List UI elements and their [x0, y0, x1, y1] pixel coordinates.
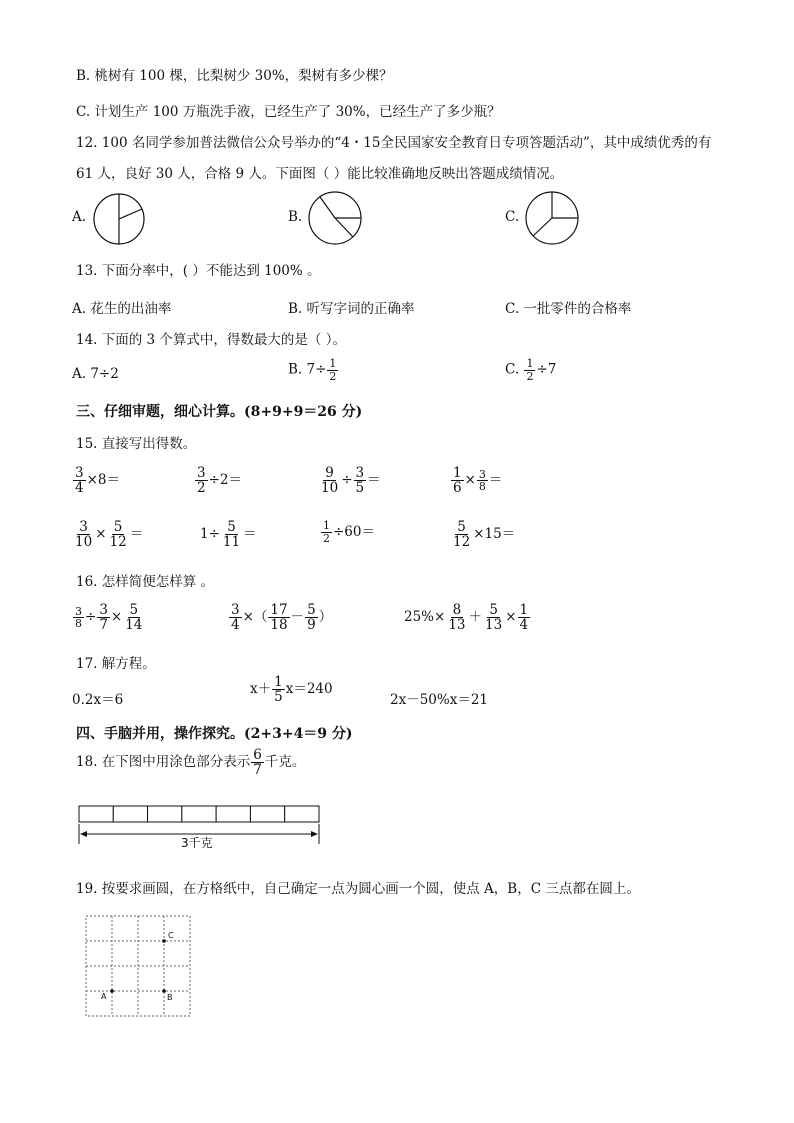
bar-segment [182, 806, 216, 822]
bar-segment [216, 806, 250, 822]
q18-bar-label: 3千克 [181, 836, 213, 850]
q13-option-c: C. 一批零件的合格率 [505, 301, 632, 317]
q15-expr-5: $\frac{3}{10}$ × $\frac{5}{12}$ ＝ [75, 519, 144, 551]
q18-stem: 18. 在下图中用涂色部分表示 $\frac{6}{7}$ 千克。 [76, 747, 306, 779]
q15-expr-3: $\frac{9}{10}$ ÷ $\frac{3}{5}$ ＝ [321, 465, 381, 497]
q14-option-b: B. 7÷ $\frac{1}{2}$ [288, 357, 337, 383]
q13-stem: 13. 下面分率中，( ）不能达到 100% 。 [76, 263, 321, 279]
section-4-heading: 四、手脑并用，操作探究。(2+3+4＝9 分) [76, 726, 353, 742]
q17-equation-2: x＋ $\frac{1}{5}$ x＝240 [250, 674, 333, 706]
point-c-label: C [168, 931, 174, 940]
q14-stem: 14. 下面的 3 个算式中，得数最大的是（ ）。 [76, 332, 346, 348]
q11-option-b: B. 桃树有 100 棵，比梨树少 30%，梨树有多少棵？ [76, 68, 393, 84]
q11-option-c: C. 计划生产 100 万瓶洗手液，已经生产了 30%，已经生产了多少瓶？ [76, 104, 501, 120]
point-b-label: B [167, 993, 173, 1002]
q16-expr-1: $\frac{3}{8}$ ÷ $\frac{3}{7}$ × $\frac{5}{14}$ [75, 602, 143, 634]
q16-expr-2: $\frac{3}{4}$ ×（ $\frac{17}{18}$ － $\frac{5}{9}$ ） [231, 602, 333, 634]
q17-equation-1: 0.2x＝6 [72, 692, 124, 708]
q15-expr-2: $\frac{3}{2}$ ÷2＝ [197, 465, 242, 497]
q15-expr-1: $\frac{3}{4}$ ×8＝ [75, 465, 120, 497]
section-3-heading: 三、仔细审题，细心计算。(8+9+9＝26 分) [76, 404, 363, 420]
pie-chart-c [524, 190, 580, 246]
point-a [110, 989, 114, 993]
q14-option-c: C. $\frac{1}{2}$ ÷7 [505, 357, 557, 383]
q18-bar-segments [79, 806, 319, 822]
q12-option-c-label: C. [505, 209, 520, 225]
point-c [162, 939, 166, 943]
q13-option-b: B. 听写字词的正确率 [288, 301, 415, 317]
bar-segment [79, 806, 113, 822]
q12-option-b-label: B. [288, 209, 303, 225]
q19-stem: 19. 按要求画圆，在方格纸中，自己确定一点为圆心画一个圆，使点 A，B，C 三点都在圆上。 [76, 881, 640, 897]
q15-expr-8: $\frac{5}{12}$ ×15＝ [453, 519, 516, 551]
q12-stem-line1: 12. 100 名同学参加普法微信公众号举办的“4・15全民国家安全教育日专项答题活动”，其中成绩优秀的有 [76, 135, 712, 151]
bar-segment [250, 806, 284, 822]
q15-expr-4: $\frac{1}{6}$ × $\frac{3}{8}$ ＝ [453, 465, 503, 497]
bar-segment [285, 806, 319, 822]
q17-stem: 17. 解方程。 [76, 656, 156, 672]
q14-option-a: A. 7÷2 [72, 366, 119, 382]
q16-expr-3: 25%× $\frac{8}{13}$ ＋ $\frac{5}{13}$ × $\frac{1}{4}$ [404, 602, 529, 634]
q13-option-a: A. 花生的出油率 [72, 301, 172, 317]
q15-expr-6: 1÷ $\frac{5}{11}$ ＝ [200, 519, 257, 551]
q19-grid-paper [80, 912, 200, 1020]
bar-segment [148, 806, 182, 822]
point-a-label: A [101, 992, 107, 1001]
pie-chart-b [307, 190, 363, 246]
q17-equation-3: 2x－50%x＝21 [390, 692, 489, 708]
pie-chart-a [92, 192, 146, 246]
q12-stem-line2: 61 人，良好 30 人，合格 9 人。下面图（ ）能比较准确地反映出答题成绩情况。 [76, 166, 564, 182]
q12-option-a-label: A. [72, 209, 87, 225]
point-b [162, 989, 166, 993]
q15-stem: 15. 直接写出得数。 [76, 436, 197, 452]
bar-segment [113, 806, 147, 822]
q16-stem: 16. 怎样简便怎样算 。 [76, 574, 215, 590]
q15-expr-7: $\frac{1}{2}$ ÷60＝ [323, 519, 375, 545]
